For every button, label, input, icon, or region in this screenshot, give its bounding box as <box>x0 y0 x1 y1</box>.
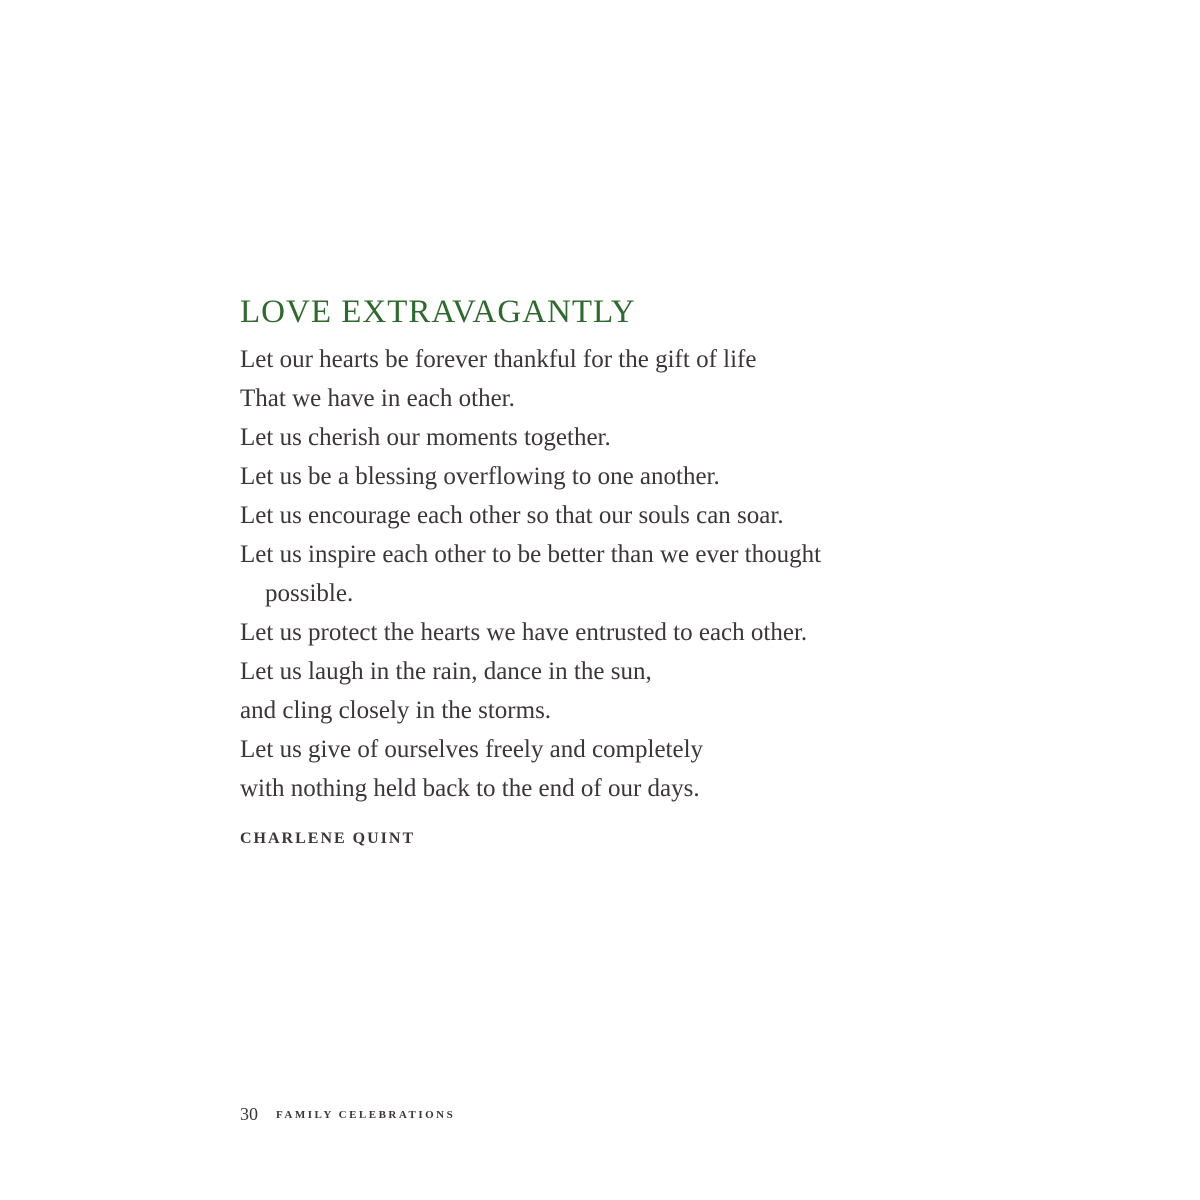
poem-line: Let us protect the hearts we have entrusted to each other. <box>240 619 808 646</box>
page-number: 30 <box>240 1104 258 1124</box>
poem-line-continuation: possible. <box>265 580 354 607</box>
poem-line: That we have in each other. <box>240 385 515 412</box>
poem-line: Let our hearts be forever thankful for the gift of life <box>240 346 757 373</box>
page-footer <box>240 1104 455 1125</box>
poem-line: and cling closely in the storms. <box>240 697 552 724</box>
poem <box>240 288 1040 848</box>
poem-line: Let us be a blessing overflowing to one another. <box>240 463 720 490</box>
poem-line: Let us give of ourselves freely and completely <box>240 736 704 763</box>
poem-title: LOVE EXTRAVAGANTLY <box>240 294 636 330</box>
poem-body <box>240 340 1040 808</box>
poem-author: CHARLENE QUINT <box>240 830 416 847</box>
poem-line: with nothing held back to the end of our days. <box>240 775 700 802</box>
poem-line: Let us cherish our moments together. <box>240 424 611 451</box>
running-head: FAMILY CELEBRATIONS <box>276 1109 456 1121</box>
poem-line: Let us inspire each other to be better than we ever thought <box>240 541 822 568</box>
poem-line: Let us laugh in the rain, dance in the sun, <box>240 658 652 685</box>
poem-line: Let us encourage each other so that our souls can soar. <box>240 502 784 529</box>
